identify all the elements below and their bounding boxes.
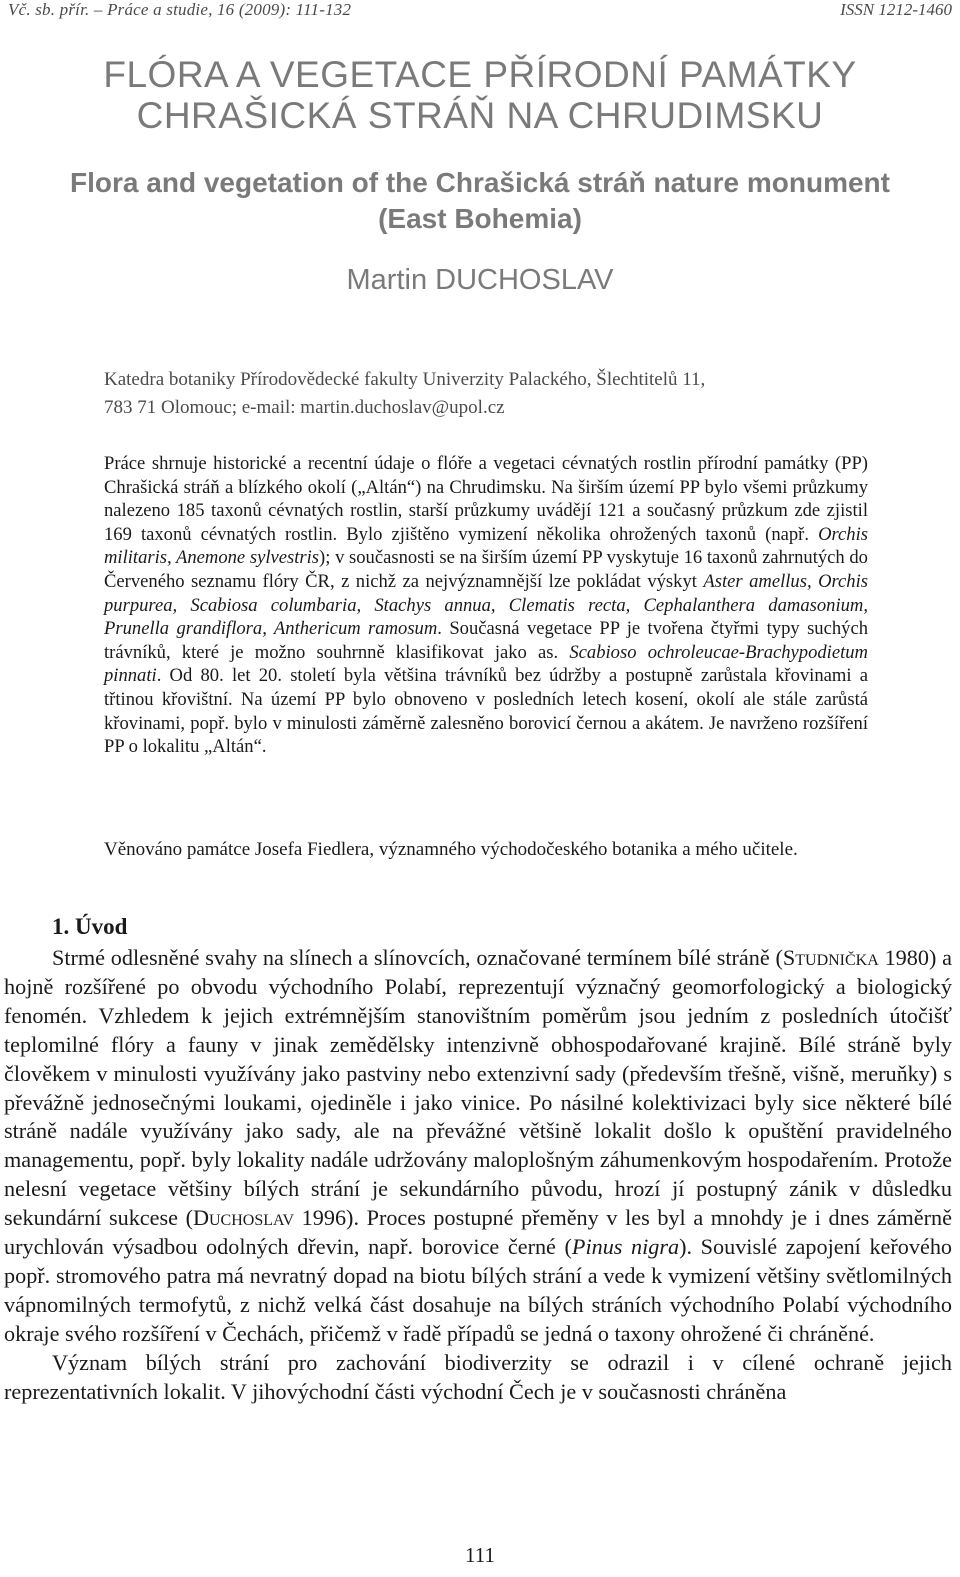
title-english <box>0 165 960 237</box>
issn: ISSN 1212-1460 <box>840 0 952 19</box>
running-header <box>8 0 952 22</box>
species-name: Pinus nigra <box>571 1234 680 1260</box>
section-heading: 1. Úvod <box>52 914 128 939</box>
title-czech <box>0 54 960 136</box>
page-number: 111 <box>465 1543 495 1567</box>
abstract-text: ); v současnosti se na širším území PP vyskytuje 16 taxonů zahrnutých do Červeného seznamu flóry ČR, z nichž za nejvýznamnější lze pokládat výskyt <box>104 547 868 592</box>
abstract <box>104 452 868 759</box>
affiliation-line2: 783 71 Olomouc; e-mail: martin.duchoslav@upol.cz <box>104 397 505 418</box>
body-text <box>4 944 952 1407</box>
abstract-species: Aster amellus, Orchis purpurea, Scabiosa columbaria, Stachys annua, Clematis recta, Cephalanthera damasonium, Prunella grandiflora, Anthericum ramosum <box>104 570 868 640</box>
author-name: Martin DUCHOSLAV <box>346 264 614 296</box>
abstract-species: Orchis militaris, Anemone sylvestris <box>104 523 868 569</box>
paragraph-text: Strmé odlesněné svahy na slínech a slínovcích, označované termínem bílé stráně ( <box>52 945 783 970</box>
abstract-association: Scabioso ochroleucae-Brachypodietum pinnati <box>104 641 868 687</box>
citation-author: Studnička <box>782 945 879 970</box>
title-english-line2: (East Bohemia) <box>378 203 582 234</box>
paragraph-text: 1996). Proces postupné přeměny v les byl a mnohdy je i dnes záměrně urychlován výsadbou odolných dřevin, např. borovice černé ( <box>4 1205 952 1260</box>
journal-citation: Vč. sb. přír. – Práce a studie, 16 (2009): 111-132 <box>8 0 352 19</box>
title-czech-line2: CHRAŠICKÁ STRÁŇ NA CHRUDIMSKU <box>136 95 824 136</box>
paragraph-text: ). Souvislé zapojení keřového popř. stromového patra má nevratný dopad na biotu bílých strání a vede k vymizení většiny světlomilných vápnomilných termofytů, z nichž velká část dosahuje na bílých stráních východního Polabí východního okraje svého rozšíření v Čechách, přičemž v řadě případů se jedná o taxony ohrožené či chráněné. <box>4 1234 953 1346</box>
title-english-line1: Flora and vegetation of the Chrašická stráň nature monument <box>70 167 890 198</box>
title-czech-line1: FLÓRA A VEGETACE PŘÍRODNÍ PAMÁTKY <box>103 54 857 95</box>
abstract-text: . Současná vegetace PP je tvořena čtyřmi typy suchých trávníků, které je možno souhrnně klasifikovat jako as. <box>104 618 868 663</box>
citation-author: Duchoslav <box>192 1205 295 1231</box>
paragraph: Význam bílých strání pro zachování biodiverzity se odrazil i v cílené ochraně jejich reprezentativních lokalit. V jihovýchodní části východní Čech je v současnosti chráněna <box>4 1349 952 1404</box>
affiliation-line1: Katedra botaniky Přírodovědecké fakulty Univerzity Palackého, Šlechtitelů 11, <box>104 369 706 390</box>
author-affiliation <box>104 366 874 422</box>
dedication: Věnováno památce Josefa Fiedlera, významného východočeského botanika a mého učitele. <box>104 839 798 860</box>
abstract-text: . Od 80. let 20. století byla většina trávníků bez údržby a postupně zarůstala křovinami a třtinou křovištní. Na území PP bylo obnoveno v posledních letech kosení, okolí ale stále zarůstá křovinami, popř. bylo v minulosti záměrně zalesněno borovicí černou a akátem. Je navrženo rozšíření PP o lokalitu „Altán“. <box>104 665 868 758</box>
paragraph-text: 1980) a hojně rozšířené po obvodu východního Polabí, reprezentují význačný geomorfologický a biologický fenomén. Vzhledem k jejich extrémnějším stanovištním poměrům jsou jedním z posledních útočišť teplomilné flóry a fauny v jinak zemědělsky intenzivně obhospodařované krajině. Bílé stráně byly člověkem v minulosti využívány jako pastviny nebo extenzivní sady (především třešně, višně, meruňky) s převážně jednosečnými loukami, ojediněle i jako vinice. Po násilné kolektivizaci byly sice některé bílé stráně nadále využívány jako sady, ale na převážné většině lokalit došlo k opuštění pravidelného managementu, popř. byly lokality nadále udržovány maloplošným záhumenkovým hospodařením. Protože nelesní vegetace většiny bílých strání je sekundárního původu, hrozí jí postupný zánik v důsledku sekundární sukcese ( <box>4 945 952 1231</box>
paragraph <box>4 944 952 1349</box>
abstract-text: Práce shrnuje historické a recentní údaje o flóře a vegetaci cévnatých rostlin přírodní památky (PP) Chrašická stráň a blízkého okolí („Altán“) na Chrudimsku. Na širším území PP bylo všemi průzkumy nalezeno 185 taxonů cévnatých rostlin, starší průzkumy uvádějí 121 a současný průzkum zde zjistil 169 taxonů cévnatých rostlin. Bylo zjištěno vymizení několika ohrožených taxonů (např. <box>104 453 868 545</box>
